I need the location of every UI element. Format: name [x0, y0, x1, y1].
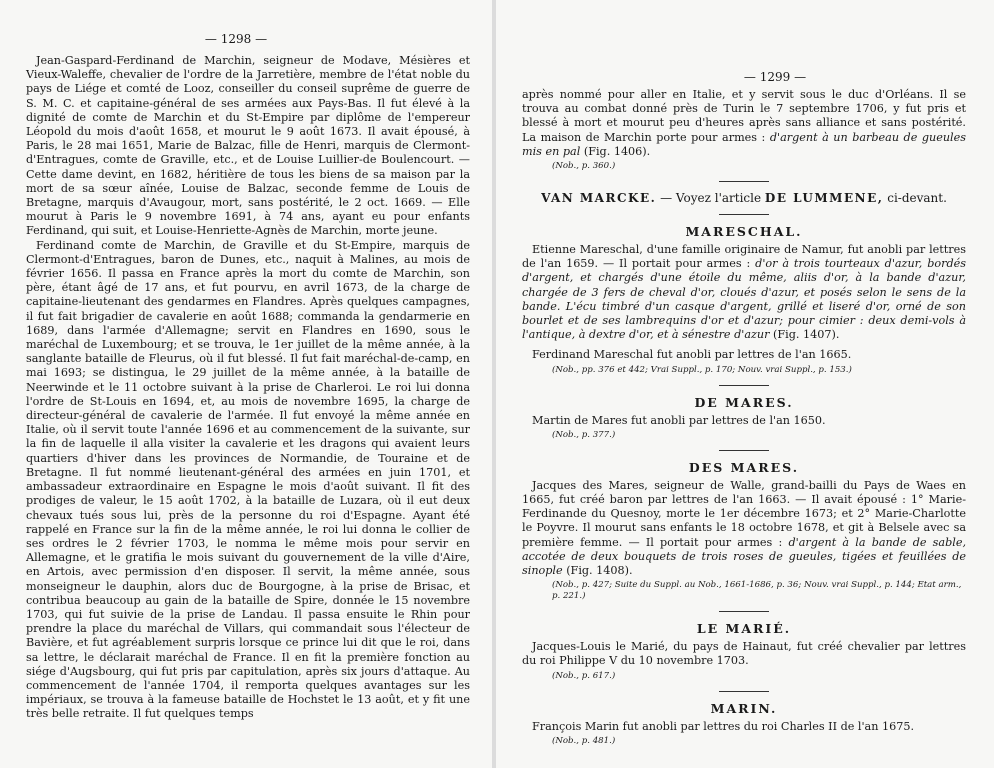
separator-rule	[719, 181, 769, 182]
paragraph-de-mares: Martin de Mares fut anobli par lettres de l'an 1650.	[532, 413, 826, 427]
paragraph-ferdinand-marchin: Ferdinand comte de Marchin, de Graville et du St-Empire, marquis de Clermont-d'Entragues, baron de Dunes, etc., naquit à Malines, au mois de février 1656. Il passa en France après la mort du comte de Marchin, son père, étant âgé de 17 ans, et fut pourvu, en avril 1673, de la charge de capitaine-lieutenant des gendarmes en Flandres. Après quelques campagnes, il fut fait brigadier de cavalerie en août 1688; commanda la gendarmerie en 1689, dans l'armée d'Allemagne; servit en Flandres en 1690, sous le maréchal de Luxembourg; et se trouva, le 1er juillet de la même année, à la sanglante bataille de Fleurus, où il fut blessé. Il fut fait maréchal-de-camp, en mai 1693; se distingua, le 29 juillet de la même année, à la bataille de Neerwinde et le 11 octobre suivant à la prise de Charleroi. Le roi lui donna l'ordre de St-Louis en 1694, et, au mois de novembre 1695, la charge de directeur-général de cavalerie de l'armée. Il fut envoyé la même année en Italie, où il servit toute l'année 1696 et au commencement de la suivante, sur la fin de laquelle il alla visiter la cavalerie et les dragons qui avaient leurs quartiers d'hiver dans les provinces de Normandie, de Touraine et de Bretagne. Il fut nommé lieutenant-général des armées en juin 1701, et ambassadeur extraordinaire en Espagne le mois d'août suivant. Il fit des prodiges de valeur, le 15 août 1702, à la bataille de Luzara, où il eut deux chevaux tués sous lui, près de la personne du roi d'Espagne. Ayant été rappelé en France sur la fin de la même année, le roi lui donna le collier de ses ordres le 2 février 1703, le nomma le même mois pour servir en Allemagne, et le gratifia le mois suivant du gouvernement de la ville d'Aire, en Artois, avec permission d'en disposer. Il servit, la même année, sous monseigneur le dauphin, alors duc de Bourgogne, à la prise de Brisac, et contribua beaucoup au gain de la bataille de Spire, donnée le 15 novembre 1703, qui fut suivie de la prise de Landau. Il passa ensuite le Rhin pour prendre la place du maréchal de Villars, qui commandait sous l'électeur de Bavière, et fut agréablement surpris lorsque ce prince lui dit que le roi, dans sa lettre, le déclarait maréchal de France. Il en fit la première fonction au siége d'Augsbourg, qui fut pris par capitulation, après six jours d'attaque. Au commencement de l'année 1704, il remporta quelques avantages sur les impériaux, se trouva à la fameuse bataille de Hochstet le 13 août, et y fit une très belle retraite. Il fut quelques temps	[26, 238, 470, 721]
right-page	[496, 0, 994, 768]
continuation-paragraph: après nommé pour aller en Italie, et y servit sous le duc d'Orléans. Il se trouva au combat donné près de Turin le 7 septembre 1706, y fut pris et blessé à mort et mourut peu d'heures après sans alliance et sans postérité. La maison de Marchin porte pour armes : d'argent à un barbeau de gueules mis en pal (Fig. 1406).	[522, 88, 966, 158]
right-text-column	[522, 88, 966, 747]
heading-des-mares: DES MARES.	[688, 459, 800, 475]
paragraph-des-mares: Jacques des Mares, seigneur de Walle, grand-bailli du Pays de Waes en 1665, fut créé baron par lettres de l'an 1663. — Il avait épousé : 1° Marie-Ferdinande du Quesnoy, morte le 1er décembre 1673; et 2° Marie-Charlotte le Poyvre. Il mourut sans enfants le 18 octobre 1678, et git à Belsele avec sa première femme. — Il portait pour armes : d'argent à la bande de sable, accotée de deux bouquets de trois roses de gueules, tigées et feuillées de sinople (Fig. 1408).	[522, 478, 966, 578]
separator-rule	[719, 385, 769, 386]
reference-marchin: (Nob., p. 360.)	[552, 161, 616, 172]
reference-de-mares: (Nob., p. 377.)	[552, 429, 616, 440]
paragraph-marin: François Marin fut anobli par lettres du roi Charles II de l'an 1675.	[532, 719, 915, 733]
reference-marin: (Nob., p. 481.)	[552, 735, 616, 746]
paragraph-mareschal: Etienne Mareschal, d'une famille originaire de Namur, fut anobli par lettres de l'an 1659. — Il portait pour armes : d'or à trois tourteaux d'azur, bordés d'argent, et chargés d'une étoile du même, aliis d'or, à la bande d'azur, chargée de 3 fers de cheval d'or, cloués d'azur, et posés selon le sens de la bande. L'écu timbré d'un casque d'argent, grillé et liseré d'or, orné de son bourlet et de ses lambrequins d'or et d'azur; pour cimier : deux demi-vols à l'antique, à dextre d'or, et à sénestre d'azur (Fig. 1407).	[522, 243, 966, 342]
heading-de-mares: DE MARES.	[694, 394, 794, 410]
reference-le-marie: (Nob., p. 617.)	[552, 670, 616, 681]
left-page	[0, 0, 492, 768]
paragraph-jean-gaspard: Jean-Gaspard-Ferdinand de Marchin, seigneur de Modave, Mésières et Vieux-Waleffe, chevalier de l'ordre de la Jarretière, membre de l'état noble du pays de Liége et comté de Looz, conseiller du conseil suprême de guerre de S. M. C. et capitaine-général de ses armées aux Pays-Bas. Il fut élevé à la dignité de comte de Marchin et du St-Empire par diplôme de l'empereur Léopold du mois d'août 1658, et mourut le 9 août 1673. Il avait épousé, à Paris, le 28 mai 1651, Marie de Balzac, fille de Henri, marquis de Clermont-d'Entragues, comte de Graville, etc., et de Louise Luillier-de Boulencourt. — Cette dame devint, en 1682, héritière de tous les biens de sa maison par la mort de sa sœur aînée, Louise de Balzac, seconde femme de Louis de Bretagne, marquis d'Avaugour, mort, sans postérité, le 2 oct. 1669. — Elle mourut à Paris le 9 novembre 1691, à 74 ans, ayant eu pour enfants Ferdinand, qui suit, et Louise-Henriette-Agnès de Marchin, morte jeune.	[26, 54, 470, 238]
heading-marin: MARIN.	[710, 700, 778, 716]
page-number-left: — 1298 —	[204, 32, 268, 46]
heading-le-marie: LE MARIÉ.	[696, 621, 792, 637]
separator-rule	[719, 691, 769, 692]
separator-rule	[719, 611, 769, 612]
van-marcke-entry: VAN MARCKE. — Voyez l'article DE LUMMENE, ci-devant.	[541, 191, 947, 206]
paragraph-ferdinand-mareschal: Ferdinand Mareschal fut anobli par lettres de l'an 1665.	[532, 348, 852, 362]
page-number-right: — 1299 —	[743, 70, 807, 84]
paragraph-le-marie: Jacques-Louis le Marié, du pays de Hainaut, fut créé chevalier par lettres du roi Philippe V du 10 novembre 1703.	[522, 640, 966, 668]
heading-mareschal: MARESCHAL.	[685, 224, 803, 240]
left-text-column	[26, 54, 470, 722]
separator-rule	[719, 214, 769, 215]
reference-ferdinand: (Nob., pp. 376 et 442; Vrai Suppl., p. 170; Nouv. vrai Suppl., p. 153.)	[552, 364, 852, 375]
reference-des-mares: (Nob., p. 427; Suite du Suppl. au Nob., 1661-1686, p. 36; Nouv. vrai Suppl., p. 144; Etat arm., p. 221.)	[552, 580, 962, 602]
separator-rule	[719, 450, 769, 451]
